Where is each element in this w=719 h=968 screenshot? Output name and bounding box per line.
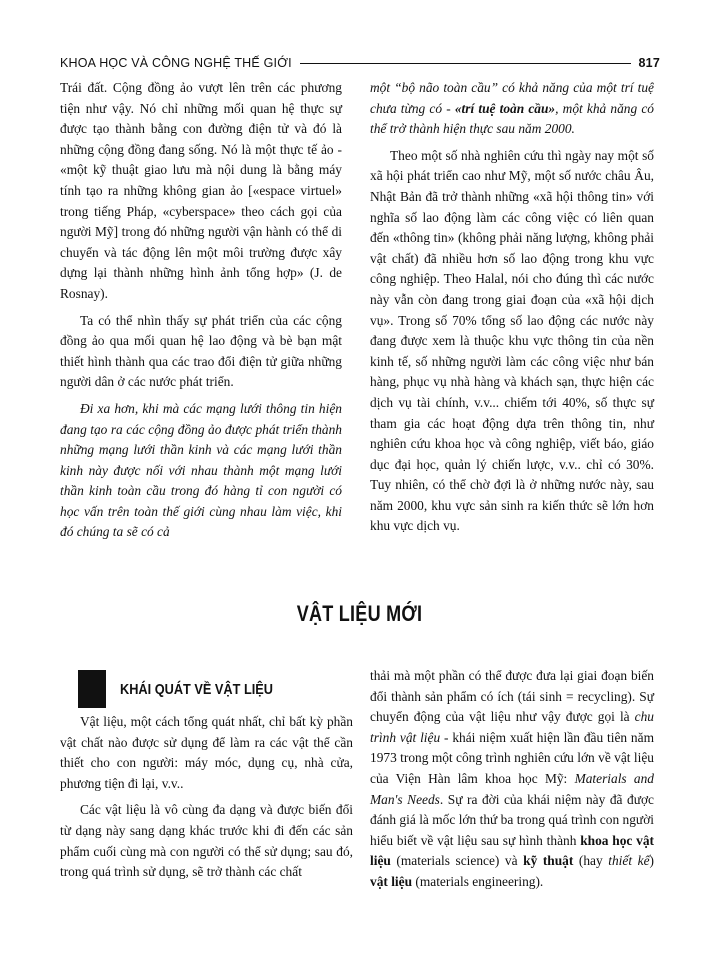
bold-term: khoa học vật liệu bbox=[370, 832, 655, 869]
text-run: (materials science) và bbox=[390, 853, 524, 869]
paragraph: Các vật liệu là vô cùng đa dạng và được biến đổi từ dạng này sang dạng khác trước khi đi đến các sản phẩm cuối cùng mà con người có thể sử dụng; sau đó, trong quá trình sử dụng, sẽ trở thành các chất bbox=[60, 802, 353, 880]
paragraph: Theo một số nhà nghiên cứu thì ngày nay một số xã hội phát triển cao như Mỹ, một số nước châu Âu, Nhật Bản đã trở thành những «xã hội thông tin» với nghĩa số lao động làm các công việc có liên quan đến «thông tin» (không phải năng lượng, không phải vật chất) đã nhiều hơn số lao động trong khu vực công nghiệp. Theo Halal, nói cho đúng thì các nước này vẫn còn đang trong giai đoạn của «xã hội dịch vụ». Trong số 70% tổng số lao động các nước này đang được xem là thuộc khu vực thông tin của nền kinh tế, số những người làm các công việc như bán hàng, phục vụ nhà hàng và khách sạn, thực hiện các dịch vụ tài chính, v.v... chiếm tới 40%, số thực sự tham gia các hoạt động dựa trên thông tin, như nghiên cứu khoa học và công nghiệp, viết báo, giáo dục đại học, quản lý chiến lược, v.v.. chỉ có 30%. Tuy nhiên, có thể chờ đợi là ở những nước này, sau năm 2000, khu vực sản sinh ra kiến thức sẽ lớn hơn khu vực dịch vụ. bbox=[370, 147, 654, 534]
text-run: . Sự ra đời của khái niệm này đã được đánh giá là mốc lớn thứ ba trong quá trình con người hiểu biết về vật liệu sau sự hình thành bbox=[370, 791, 654, 848]
italic-term: thiết kế bbox=[608, 853, 650, 869]
paragraph: Ta có thể nhìn thấy sự phát triển của các cộng đồng ảo qua mối quan hệ lao động và bè bạn mật thiết hình thành qua các trao đổi điện tử giữa những người dân ở các nước phát triển. bbox=[60, 312, 342, 390]
bottom-left-column bbox=[60, 712, 353, 889]
section-title: VẬT LIỆU MỚI bbox=[296, 601, 423, 626]
text-run: , một khả năng có thể trở thành hiện thực sau năm 2000. bbox=[370, 100, 654, 137]
bold-term: vật liệu bbox=[370, 873, 413, 889]
text-run: - khái niệm xuất hiện lần đầu tiên năm 1973 trong một công trình nghiên cứu lớn về vật liệu của Viện Hàn lâm khoa học Mỹ: bbox=[370, 729, 654, 786]
bold-term: kỹ thuật bbox=[523, 853, 574, 869]
header-rule bbox=[300, 63, 631, 64]
bold-term: «trí tuệ toàn cầu» bbox=[454, 100, 556, 116]
text-run: (hay bbox=[573, 853, 609, 869]
running-header bbox=[60, 52, 660, 74]
top-right-column bbox=[370, 78, 654, 543]
paragraph: Đi xa hơn, khi mà các mạng lưới thông tin hiện đang tạo ra các cộng đồng ảo được phát triển thành những mạng lưới thần kinh và các mạng lưới thần kinh này được nối với nhau thành một mạng lưới thần kinh toàn cầu trong đó hàng tỉ con người có học vấn trên toàn thế giới cùng nhau làm việc, khi đó chúng ta sẽ có cả bbox=[60, 400, 342, 540]
text-run: thải mà một phần có thể được đưa lại giai đoạn biến đổi thành sản phẩm có ích (tái sinh = recycling). Sự chuyển động của vật liệu như vậy được gọi là bbox=[370, 668, 654, 725]
paragraph: Vật liệu, một cách tổng quát nhất, chỉ bất kỳ phần vật chất nào được sử dụng để làm ra các vật thể cần thiết cho con người: máy móc, dụng cụ, nhà cửa, phương tiện đi lại, v.v.. bbox=[60, 714, 353, 791]
text-run: (materials engineering). bbox=[412, 873, 544, 889]
subsection-heading bbox=[78, 670, 300, 708]
header-title: KHOA HỌC VÀ CÔNG NGHỆ THẾ GIỚI bbox=[60, 56, 292, 70]
italic-title: Materials and Man's Needs bbox=[370, 770, 654, 807]
black-square-icon bbox=[78, 670, 106, 708]
page-number: 817 bbox=[638, 56, 660, 70]
paragraph bbox=[370, 666, 654, 893]
paragraph bbox=[370, 78, 654, 140]
paragraph: Trái đất. Cộng đồng ảo vượt lên trên các phương tiện như vậy. Nó chỉ những mối quan hệ thực sự được tạo thành bằng con đường điện tử và đó là những cộng đồng đang sống. Nó là một thực tế ảo - «một kỹ thuật giao lưu mà nội dung là bằng máy tính tạo ra những không gian ảo [«espace virtuel» trong tiếng Pháp, «cyberspace» theo cách gọi của người Mỹ] trong đó những người vận hành có thể di chuyển và tác động lên một môi trường được xây dựng lại thành những hình ảnh tổng hợp» (J. de Rosnay). bbox=[60, 80, 342, 301]
text-run: ) bbox=[649, 853, 654, 869]
bottom-right-column bbox=[370, 666, 654, 899]
text-run: một “bộ não toàn cầu” có khả năng của một trí tuệ chưa từng có - bbox=[370, 80, 654, 116]
italic-term: chu trình vật liệu bbox=[370, 709, 654, 745]
top-left-column bbox=[60, 78, 342, 549]
subsection-title: KHÁI QUÁT VỀ VẬT LIỆU bbox=[120, 680, 274, 698]
